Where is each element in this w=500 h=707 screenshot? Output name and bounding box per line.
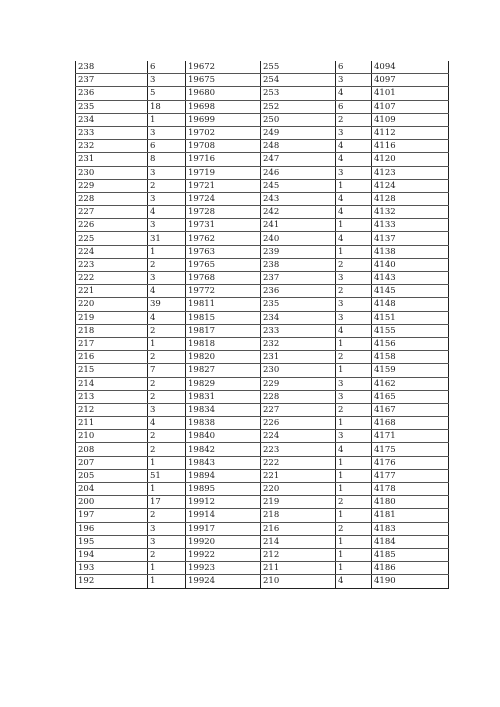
cumulative-cell-b: 4101	[372, 87, 449, 100]
score-cell-b: 221	[261, 469, 336, 482]
count-cell-b: 3	[336, 166, 372, 179]
score-cell-b: 255	[261, 61, 336, 74]
score-cell-b: 228	[261, 390, 336, 403]
count-cell: 3	[148, 522, 186, 535]
cumulative-cell: 19811	[186, 298, 261, 311]
count-cell-b: 2	[336, 258, 372, 271]
cumulative-cell: 19698	[186, 100, 261, 113]
score-cell: 194	[76, 548, 148, 561]
score-cell-b: 238	[261, 258, 336, 271]
cumulative-cell: 19672	[186, 61, 261, 74]
table-row	[76, 496, 449, 509]
cumulative-cell-b: 4167	[372, 403, 449, 416]
score-cell: 226	[76, 219, 148, 232]
cumulative-cell-b: 4181	[372, 509, 449, 522]
cumulative-cell-b: 4180	[372, 496, 449, 509]
table-row	[76, 298, 449, 311]
score-cell: 196	[76, 522, 148, 535]
count-cell: 3	[148, 403, 186, 416]
count-cell: 51	[148, 469, 186, 482]
count-cell: 4	[148, 311, 186, 324]
count-cell: 2	[148, 324, 186, 337]
score-cell-b: 237	[261, 272, 336, 285]
cumulative-cell-b: 4162	[372, 377, 449, 390]
table-row	[76, 351, 449, 364]
score-cell: 219	[76, 311, 148, 324]
table-row	[76, 153, 449, 166]
score-cell: 210	[76, 430, 148, 443]
count-cell: 2	[148, 443, 186, 456]
cumulative-cell-b: 4138	[372, 245, 449, 258]
score-cell-b: 230	[261, 364, 336, 377]
cumulative-cell-b: 4109	[372, 113, 449, 126]
cumulative-cell-b: 4183	[372, 522, 449, 535]
score-cell-b: 224	[261, 430, 336, 443]
cumulative-cell: 19772	[186, 285, 261, 298]
count-cell: 2	[148, 430, 186, 443]
cumulative-cell: 19716	[186, 153, 261, 166]
score-cell-b: 245	[261, 179, 336, 192]
score-cell: 208	[76, 443, 148, 456]
score-cell: 234	[76, 113, 148, 126]
cumulative-cell: 19817	[186, 324, 261, 337]
cumulative-cell-b: 4137	[372, 232, 449, 245]
cumulative-cell: 19768	[186, 272, 261, 285]
score-cell: 214	[76, 377, 148, 390]
count-cell: 4	[148, 206, 186, 219]
count-cell: 17	[148, 496, 186, 509]
count-cell-b: 1	[336, 337, 372, 350]
score-cell: 213	[76, 390, 148, 403]
score-cell: 193	[76, 562, 148, 575]
count-cell-b: 2	[336, 522, 372, 535]
cumulative-cell-b: 4143	[372, 272, 449, 285]
score-cell: 231	[76, 153, 148, 166]
cumulative-cell: 19680	[186, 87, 261, 100]
cumulative-cell-b: 4171	[372, 430, 449, 443]
table-row	[76, 483, 449, 496]
score-cell: 192	[76, 575, 148, 588]
table-row	[76, 377, 449, 390]
cumulative-cell-b: 4151	[372, 311, 449, 324]
count-cell: 3	[148, 126, 186, 139]
cumulative-cell-b: 4190	[372, 575, 449, 588]
count-cell-b: 2	[336, 496, 372, 509]
count-cell: 2	[148, 548, 186, 561]
cumulative-cell-b: 4155	[372, 324, 449, 337]
table-row	[76, 192, 449, 205]
count-cell-b: 2	[336, 351, 372, 364]
cumulative-cell: 19829	[186, 377, 261, 390]
score-cell: 220	[76, 298, 148, 311]
count-cell-b: 2	[336, 403, 372, 416]
score-cell-b: 241	[261, 219, 336, 232]
count-cell-b: 3	[336, 377, 372, 390]
count-cell-b: 1	[336, 535, 372, 548]
count-cell-b: 4	[336, 575, 372, 588]
count-cell: 2	[148, 258, 186, 271]
score-cell: 223	[76, 258, 148, 271]
score-cell: 221	[76, 285, 148, 298]
cumulative-cell-b: 4165	[372, 390, 449, 403]
score-cell-b: 210	[261, 575, 336, 588]
count-cell-b: 6	[336, 61, 372, 74]
score-cell: 197	[76, 509, 148, 522]
count-cell-b: 1	[336, 417, 372, 430]
cumulative-cell: 19721	[186, 179, 261, 192]
score-cell: 212	[76, 403, 148, 416]
cumulative-cell: 19920	[186, 535, 261, 548]
cumulative-cell-b: 4177	[372, 469, 449, 482]
count-cell-b: 1	[336, 469, 372, 482]
cumulative-cell: 19728	[186, 206, 261, 219]
count-cell: 2	[148, 509, 186, 522]
cumulative-cell: 19834	[186, 403, 261, 416]
count-cell-b: 1	[336, 483, 372, 496]
table-row	[76, 469, 449, 482]
score-cell: 200	[76, 496, 148, 509]
cumulative-cell-b: 4156	[372, 337, 449, 350]
cumulative-cell-b: 4097	[372, 74, 449, 87]
cumulative-cell: 19765	[186, 258, 261, 271]
count-cell: 1	[148, 575, 186, 588]
score-cell: 232	[76, 140, 148, 153]
score-cell-b: 219	[261, 496, 336, 509]
count-cell-b: 6	[336, 100, 372, 113]
table-row	[76, 430, 449, 443]
score-cell: 211	[76, 417, 148, 430]
count-cell: 2	[148, 351, 186, 364]
count-cell: 31	[148, 232, 186, 245]
cumulative-cell-b: 4178	[372, 483, 449, 496]
score-cell: 230	[76, 166, 148, 179]
score-cell-b: 226	[261, 417, 336, 430]
cumulative-cell-b: 4120	[372, 153, 449, 166]
score-cell-b: 249	[261, 126, 336, 139]
cumulative-cell: 19827	[186, 364, 261, 377]
score-cell-b: 254	[261, 74, 336, 87]
table-row	[76, 113, 449, 126]
cumulative-cell-b: 4112	[372, 126, 449, 139]
cumulative-cell: 19762	[186, 232, 261, 245]
score-cell: 233	[76, 126, 148, 139]
score-cell: 218	[76, 324, 148, 337]
count-cell-b: 1	[336, 364, 372, 377]
cumulative-cell: 19842	[186, 443, 261, 456]
score-cell-b: 227	[261, 403, 336, 416]
table-row	[76, 179, 449, 192]
cumulative-cell: 19843	[186, 456, 261, 469]
cumulative-cell: 19675	[186, 74, 261, 87]
score-cell: 216	[76, 351, 148, 364]
score-cell-b: 240	[261, 232, 336, 245]
score-cell-b: 253	[261, 87, 336, 100]
table-row	[76, 126, 449, 139]
cumulative-cell-b: 4145	[372, 285, 449, 298]
count-cell: 4	[148, 285, 186, 298]
score-cell: 195	[76, 535, 148, 548]
cumulative-cell: 19724	[186, 192, 261, 205]
cumulative-cell-b: 4175	[372, 443, 449, 456]
cumulative-cell-b: 4123	[372, 166, 449, 179]
table-row	[76, 258, 449, 271]
score-cell-b: 252	[261, 100, 336, 113]
count-cell: 1	[148, 483, 186, 496]
cumulative-cell: 19699	[186, 113, 261, 126]
count-cell: 8	[148, 153, 186, 166]
score-cell-b: 223	[261, 443, 336, 456]
count-cell-b: 2	[336, 113, 372, 126]
table-row	[76, 575, 449, 588]
score-cell-b: 222	[261, 456, 336, 469]
cumulative-cell-b: 4132	[372, 206, 449, 219]
score-cell-b: 235	[261, 298, 336, 311]
cumulative-cell-b: 4148	[372, 298, 449, 311]
cumulative-cell: 19914	[186, 509, 261, 522]
table-row	[76, 417, 449, 430]
table-row	[76, 443, 449, 456]
count-cell-b: 4	[336, 232, 372, 245]
table-row	[76, 403, 449, 416]
count-cell-b: 4	[336, 87, 372, 100]
count-cell-b: 1	[336, 456, 372, 469]
count-cell-b: 3	[336, 126, 372, 139]
score-cell: 207	[76, 456, 148, 469]
cumulative-cell: 19838	[186, 417, 261, 430]
score-cell-b: 229	[261, 377, 336, 390]
count-cell: 5	[148, 87, 186, 100]
count-cell-b: 3	[336, 298, 372, 311]
cumulative-cell: 19763	[186, 245, 261, 258]
count-cell-b: 1	[336, 562, 372, 575]
cumulative-cell-b: 4184	[372, 535, 449, 548]
score-cell: 205	[76, 469, 148, 482]
score-cell: 225	[76, 232, 148, 245]
cumulative-cell: 19894	[186, 469, 261, 482]
score-cell-b: 212	[261, 548, 336, 561]
score-cell-b: 246	[261, 166, 336, 179]
cumulative-cell-b: 4176	[372, 456, 449, 469]
cumulative-cell: 19922	[186, 548, 261, 561]
table-row	[76, 522, 449, 535]
score-cell-b: 216	[261, 522, 336, 535]
score-cell-b: 236	[261, 285, 336, 298]
count-cell: 4	[148, 417, 186, 430]
count-cell: 6	[148, 61, 186, 74]
cumulative-cell-b: 4133	[372, 219, 449, 232]
cumulative-cell-b: 4159	[372, 364, 449, 377]
cumulative-cell-b: 4128	[372, 192, 449, 205]
score-cell-b: 239	[261, 245, 336, 258]
cumulative-cell-b: 4168	[372, 417, 449, 430]
count-cell: 1	[148, 113, 186, 126]
table-row	[76, 87, 449, 100]
score-cell: 222	[76, 272, 148, 285]
table-row	[76, 337, 449, 350]
table-row	[76, 61, 449, 74]
score-table	[75, 61, 449, 589]
count-cell: 3	[148, 272, 186, 285]
table-row	[76, 74, 449, 87]
count-cell: 1	[148, 337, 186, 350]
table-row	[76, 535, 449, 548]
count-cell: 3	[148, 192, 186, 205]
cumulative-cell-b: 4140	[372, 258, 449, 271]
count-cell: 2	[148, 179, 186, 192]
cumulative-cell-b: 4094	[372, 61, 449, 74]
score-cell-b: 234	[261, 311, 336, 324]
score-cell: 228	[76, 192, 148, 205]
count-cell: 3	[148, 74, 186, 87]
table-row	[76, 390, 449, 403]
score-cell-b: 250	[261, 113, 336, 126]
table-row	[76, 311, 449, 324]
score-cell: 236	[76, 87, 148, 100]
table-row	[76, 324, 449, 337]
count-cell-b: 1	[336, 179, 372, 192]
cumulative-cell: 19719	[186, 166, 261, 179]
score-cell-b: 247	[261, 153, 336, 166]
table-row	[76, 562, 449, 575]
score-cell-b: 218	[261, 509, 336, 522]
count-cell: 2	[148, 377, 186, 390]
count-cell: 39	[148, 298, 186, 311]
cumulative-cell: 19702	[186, 126, 261, 139]
count-cell-b: 4	[336, 140, 372, 153]
score-cell-b: 220	[261, 483, 336, 496]
cumulative-cell-b: 4158	[372, 351, 449, 364]
score-cell-b: 242	[261, 206, 336, 219]
score-cell: 217	[76, 337, 148, 350]
score-cell: 229	[76, 179, 148, 192]
table-row	[76, 548, 449, 561]
count-cell-b: 4	[336, 324, 372, 337]
cumulative-cell: 19831	[186, 390, 261, 403]
table-row	[76, 285, 449, 298]
cumulative-cell: 19840	[186, 430, 261, 443]
score-cell-b: 231	[261, 351, 336, 364]
cumulative-cell: 19924	[186, 575, 261, 588]
table-row	[76, 245, 449, 258]
count-cell-b: 4	[336, 153, 372, 166]
count-cell: 3	[148, 166, 186, 179]
table-row	[76, 456, 449, 469]
count-cell: 1	[148, 245, 186, 258]
score-cell: 235	[76, 100, 148, 113]
cumulative-cell: 19923	[186, 562, 261, 575]
count-cell-b: 1	[336, 548, 372, 561]
table-row	[76, 219, 449, 232]
count-cell: 3	[148, 219, 186, 232]
cumulative-cell: 19895	[186, 483, 261, 496]
count-cell-b: 1	[336, 245, 372, 258]
count-cell-b: 3	[336, 311, 372, 324]
cumulative-cell: 19818	[186, 337, 261, 350]
count-cell-b: 2	[336, 285, 372, 298]
count-cell-b: 4	[336, 192, 372, 205]
table-row	[76, 272, 449, 285]
table-body	[76, 61, 449, 588]
count-cell: 3	[148, 535, 186, 548]
cumulative-cell: 19912	[186, 496, 261, 509]
count-cell-b: 1	[336, 219, 372, 232]
table-row	[76, 364, 449, 377]
score-cell-b: 211	[261, 562, 336, 575]
cumulative-cell-b: 4124	[372, 179, 449, 192]
cumulative-cell-b: 4107	[372, 100, 449, 113]
count-cell: 7	[148, 364, 186, 377]
count-cell: 2	[148, 390, 186, 403]
table-row	[76, 166, 449, 179]
table-row	[76, 206, 449, 219]
count-cell-b: 3	[336, 74, 372, 87]
count-cell: 1	[148, 456, 186, 469]
count-cell: 1	[148, 562, 186, 575]
cumulative-cell-b: 4116	[372, 140, 449, 153]
cumulative-cell: 19731	[186, 219, 261, 232]
score-cell: 215	[76, 364, 148, 377]
score-cell: 227	[76, 206, 148, 219]
count-cell-b: 3	[336, 390, 372, 403]
table-row	[76, 140, 449, 153]
cumulative-cell: 19708	[186, 140, 261, 153]
cumulative-cell: 19815	[186, 311, 261, 324]
score-cell: 237	[76, 74, 148, 87]
count-cell-b: 3	[336, 430, 372, 443]
score-cell-b: 243	[261, 192, 336, 205]
count-cell-b: 1	[336, 509, 372, 522]
score-cell-b: 248	[261, 140, 336, 153]
table-row	[76, 509, 449, 522]
count-cell-b: 3	[336, 272, 372, 285]
table-row	[76, 100, 449, 113]
score-cell-b: 214	[261, 535, 336, 548]
count-cell: 18	[148, 100, 186, 113]
score-cell-b: 233	[261, 324, 336, 337]
count-cell: 6	[148, 140, 186, 153]
cumulative-cell-b: 4186	[372, 562, 449, 575]
table-row	[76, 232, 449, 245]
score-cell: 204	[76, 483, 148, 496]
score-cell: 238	[76, 61, 148, 74]
count-cell-b: 4	[336, 206, 372, 219]
cumulative-cell: 19820	[186, 351, 261, 364]
cumulative-cell: 19917	[186, 522, 261, 535]
cumulative-cell-b: 4185	[372, 548, 449, 561]
count-cell-b: 4	[336, 443, 372, 456]
score-cell-b: 232	[261, 337, 336, 350]
score-cell: 224	[76, 245, 148, 258]
